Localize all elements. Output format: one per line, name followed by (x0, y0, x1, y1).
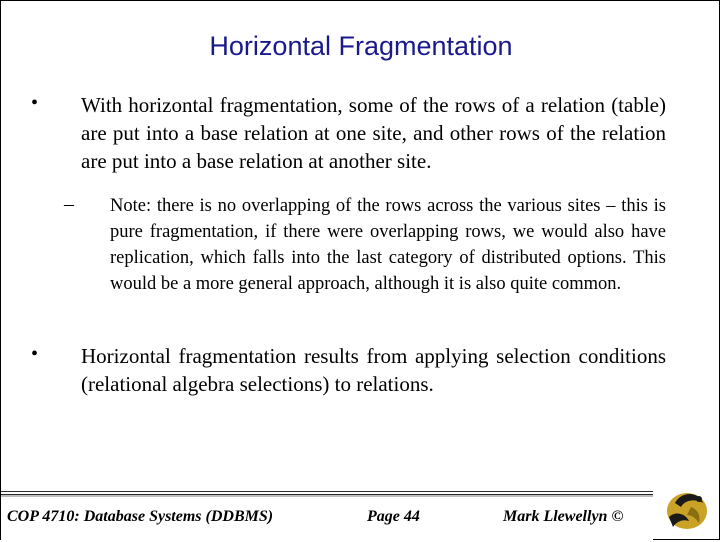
bullet-text-2: Horizontal fragmentation results from applying selection conditions (relational algebra selections) to relations. (81, 344, 666, 396)
pegasus-logo-icon (655, 481, 715, 537)
bullet-marker: • (31, 92, 39, 114)
bullet-marker: • (31, 343, 39, 365)
footer-page-number: Page 44 (367, 508, 420, 525)
slide-title: Horizontal Fragmentation (209, 31, 513, 61)
sub-bullet-text: Note: there is no overlapping of the rows across the various sites – this is pure fragmentation, if there were overlapping rows, we would also have replication, which falls into the last category of distributed options. This would be a more general approach, although it is also quite common. (110, 196, 666, 294)
bullet-text-1: With horizontal fragmentation, some of the rows of a relation (table) are put into a base relation at one site, and other rows of the relation are put into a base relation at another site. (81, 93, 666, 173)
footer-course: COP 4710: Database Systems (DDBMS) (7, 508, 274, 525)
footer-author: Mark Llewellyn © (503, 508, 624, 525)
sub-bullet-marker: – (64, 193, 74, 215)
